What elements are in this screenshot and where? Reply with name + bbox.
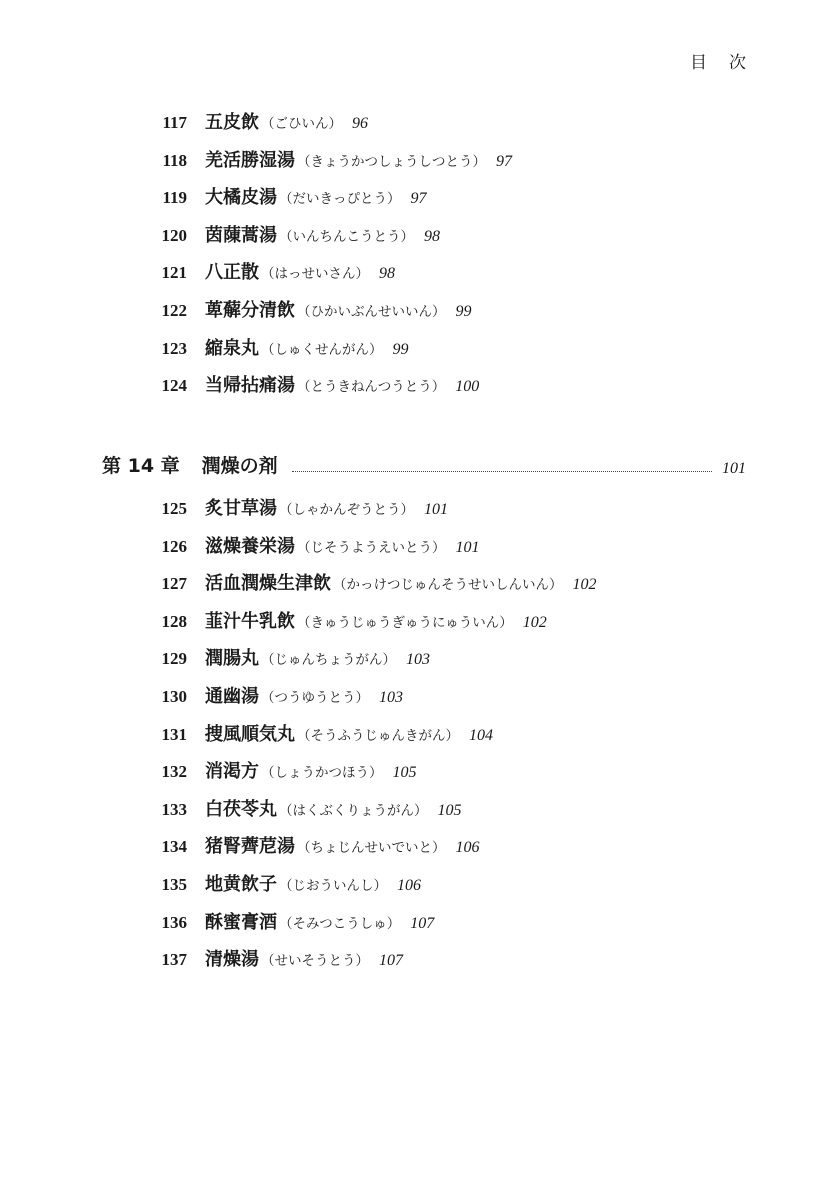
toc-entry[interactable]	[0, 571, 830, 609]
entry-reading: （だいきっぴとう）	[279, 191, 401, 208]
entry-reading: （しゃかんぞうとう）	[279, 502, 414, 518]
entry-page: 105	[392, 764, 417, 782]
entry-page: 106	[397, 876, 421, 894]
entry-page: 102	[572, 576, 597, 594]
entry-reading: （じゅんちょうがん）	[261, 652, 396, 669]
toc-entry[interactable]	[0, 609, 830, 647]
toc-entry[interactable]	[0, 298, 830, 336]
entry-name: 捜風順気丸	[205, 723, 295, 745]
entry-reading: （はっせいさん）	[261, 266, 369, 283]
toc-list-upper	[0, 110, 830, 411]
entry-number: 127	[161, 574, 187, 594]
toc-entry[interactable]	[0, 872, 830, 910]
entry-name: 白茯苓丸	[205, 798, 277, 820]
toc-entry[interactable]	[0, 759, 830, 797]
entry-reading: （ごひいん）	[261, 116, 342, 132]
entry-number: 136	[161, 912, 187, 932]
toc-entry[interactable]	[0, 260, 830, 298]
entry-number: 122	[161, 300, 187, 320]
entry-reading: （ひかいぶんせいいん）	[297, 303, 446, 320]
entry-reading: （つうゆうとう）	[261, 689, 369, 706]
chapter-heading[interactable]	[102, 448, 746, 478]
entry-reading: （ちょじんせいでいと）	[297, 840, 446, 857]
entry-number: 132	[161, 762, 187, 782]
entry-page: 98	[379, 265, 395, 283]
entry-number: 133	[161, 799, 187, 819]
entry-name: 消渇方	[205, 761, 259, 783]
entry-name: 八正散	[205, 262, 259, 284]
entry-page: 107	[410, 914, 435, 932]
entry-page: 107	[379, 952, 403, 970]
entry-page: 98	[424, 227, 440, 245]
entry-reading: （はくぶくりょうがん）	[279, 802, 428, 819]
entry-page: 104	[469, 726, 493, 744]
entry-name: 猪腎薺苨湯	[205, 836, 295, 858]
entry-name: 韮汁牛乳飲	[205, 610, 295, 632]
entry-name: 地黄飲子	[205, 873, 277, 895]
entry-reading: （じおういんし）	[279, 877, 387, 894]
entry-name: 五皮飲	[205, 112, 259, 133]
entry-page: 103	[406, 651, 430, 669]
entry-name: 滋燥養栄湯	[205, 535, 295, 557]
toc-entry[interactable]	[0, 797, 830, 835]
entry-number: 131	[161, 724, 187, 744]
toc-list-lower	[0, 496, 830, 985]
entry-name: 活血潤燥生津飲	[205, 573, 331, 595]
entry-page: 99	[392, 340, 409, 358]
toc-entry[interactable]	[0, 336, 830, 374]
chapter-title: 潤燥の剤	[201, 455, 278, 477]
entry-reading: （きょうかつしょうしつとう）	[297, 153, 486, 170]
entry-reading: （きゅうじゅうぎゅうにゅういん）	[297, 614, 513, 631]
toc-entry[interactable]	[0, 722, 830, 760]
entry-number: 117	[162, 113, 187, 132]
entry-number: 123	[161, 338, 187, 358]
entry-number: 137	[161, 950, 187, 970]
toc-entry[interactable]	[0, 185, 830, 223]
toc-entry[interactable]	[0, 223, 830, 261]
entry-name: 潤腸丸	[205, 648, 259, 670]
entry-page: 100	[455, 378, 480, 396]
entry-number: 121	[161, 263, 187, 283]
entry-number: 134	[161, 837, 187, 857]
entry-name: 清燥湯	[205, 949, 259, 971]
entry-name: 羌活勝湿湯	[205, 149, 295, 171]
entry-page: 101	[424, 501, 448, 518]
entry-reading: （そうふうじゅんきがん）	[297, 727, 459, 744]
toc-entry[interactable]	[0, 834, 830, 872]
dot-leader	[292, 470, 712, 472]
entry-name: 茵蔯蒿湯	[205, 224, 277, 246]
entry-name: 当帰拈痛湯	[205, 375, 295, 397]
entry-number: 120	[161, 225, 187, 245]
entry-name: 萆薢分清飲	[205, 299, 295, 321]
toc-entry[interactable]	[0, 646, 830, 684]
entry-number: 135	[161, 874, 187, 894]
entry-reading: （せいそうとう）	[261, 953, 369, 970]
entry-page: 106	[455, 839, 480, 857]
entry-page: 99	[455, 302, 472, 320]
entry-number: 128	[161, 611, 187, 631]
entry-name: 酥蜜膏酒	[205, 911, 277, 933]
entry-number: 124	[161, 376, 187, 396]
entry-page: 103	[379, 688, 403, 706]
toc-entry[interactable]	[0, 148, 830, 186]
entry-number: 118	[162, 150, 187, 170]
entry-reading: （とうきねんつうとう）	[297, 379, 446, 396]
entry-reading: （じそうようえいとう）	[297, 539, 446, 556]
entry-name: 縮泉丸	[205, 337, 259, 359]
entry-name: 炙甘草湯	[205, 498, 277, 519]
entry-reading: （しょうかつほう）	[261, 765, 383, 782]
entry-page: 105	[437, 801, 462, 819]
entry-page: 97	[410, 190, 427, 208]
toc-entry[interactable]	[0, 910, 830, 948]
toc-entry[interactable]	[0, 496, 830, 534]
entry-reading: （そみつこうしゅ）	[279, 915, 401, 932]
entry-reading: （かっけつじゅんそうせいしんいん）	[333, 577, 563, 594]
entry-name: 大橘皮湯	[205, 187, 277, 209]
entry-number: 130	[161, 686, 187, 706]
toc-entry[interactable]	[0, 373, 830, 411]
toc-entry[interactable]	[0, 947, 830, 985]
entry-page: 102	[522, 613, 547, 631]
chapter-page: 101	[722, 460, 746, 477]
toc-entry[interactable]	[0, 684, 830, 722]
entry-number: 119	[162, 188, 187, 208]
entry-name: 通幽湯	[205, 685, 259, 707]
entry-page: 97	[496, 152, 512, 170]
chapter-label: 第 14 章	[102, 455, 180, 477]
entry-number: 129	[161, 649, 187, 669]
entry-reading: （しゅくせんがん）	[261, 341, 383, 358]
entry-number: 126	[161, 536, 187, 556]
entry-reading: （いんちんこうとう）	[279, 228, 414, 245]
entry-page: 96	[352, 115, 368, 132]
toc-entry[interactable]	[0, 534, 830, 572]
entry-number: 125	[161, 499, 187, 518]
page-header-title: 目次	[690, 53, 768, 73]
entry-page: 101	[455, 538, 480, 556]
toc-entry[interactable]	[0, 110, 830, 148]
